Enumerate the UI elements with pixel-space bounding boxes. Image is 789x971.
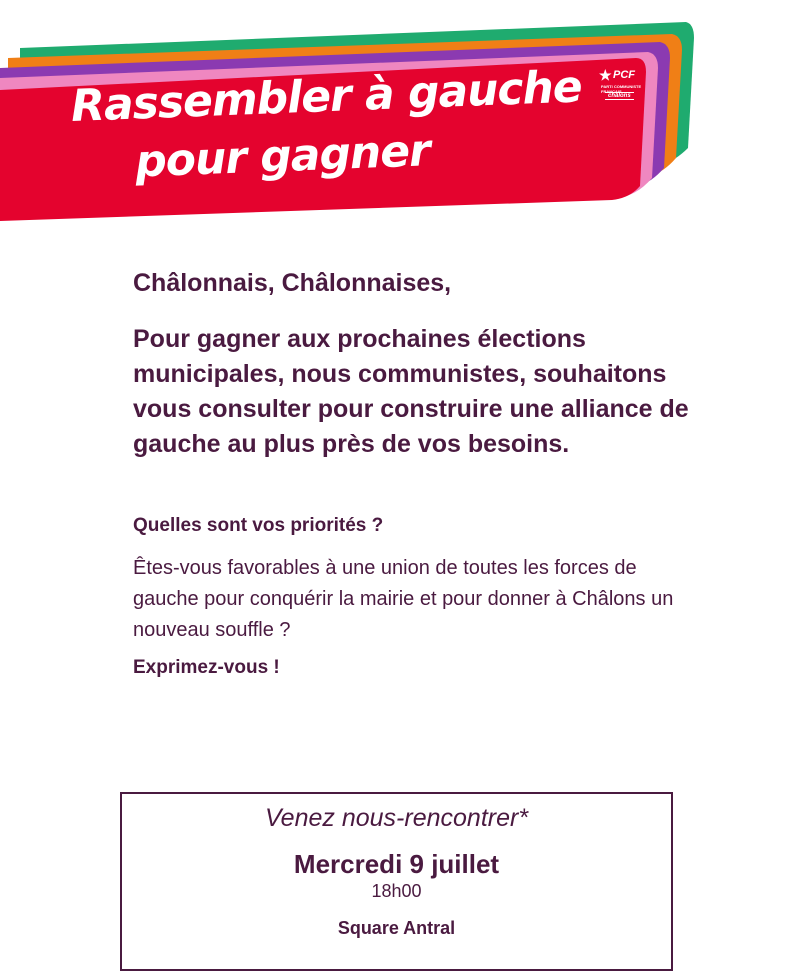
header-banner bbox=[0, 0, 789, 235]
event-invite: Venez nous-rencontrer* bbox=[264, 804, 529, 832]
logo-city: châlons bbox=[605, 92, 634, 100]
logo-subtitle: PARTI COMMUNISTE FRANÇAIS bbox=[601, 84, 642, 94]
star-icon: ★ bbox=[599, 67, 612, 83]
title-line-2: pour gagner bbox=[134, 125, 431, 188]
question-title: Quelles sont vos priorités ? bbox=[133, 515, 384, 536]
event-time: 18h00 bbox=[371, 881, 422, 901]
event-place: Square Antral bbox=[337, 918, 456, 938]
lead-paragraph: Pour gagner aux prochaines élections municipales, nous communistes, souhaitons vous consulter pour construire une alliance de gauche au plus près de vos besoins. bbox=[133, 325, 689, 458]
question-body: Êtes-vous favorables à une union de toutes les forces de gauche pour conquérir la mairie et pour donner à Châlons un nouveau souffle ? bbox=[133, 557, 674, 641]
call-to-action: Exprimez-vous ! bbox=[133, 657, 280, 678]
main-content bbox=[133, 266, 693, 681]
event-box bbox=[120, 792, 673, 971]
page-title bbox=[70, 57, 634, 194]
greeting: Châlonnais, Châlonnaises, bbox=[133, 269, 452, 297]
logo-name: PCF bbox=[613, 69, 635, 81]
title-line-1: Rassembler à gauche bbox=[70, 61, 583, 132]
event-date: Mercredi 9 juillet bbox=[293, 849, 500, 879]
pcf-logo bbox=[597, 68, 645, 104]
